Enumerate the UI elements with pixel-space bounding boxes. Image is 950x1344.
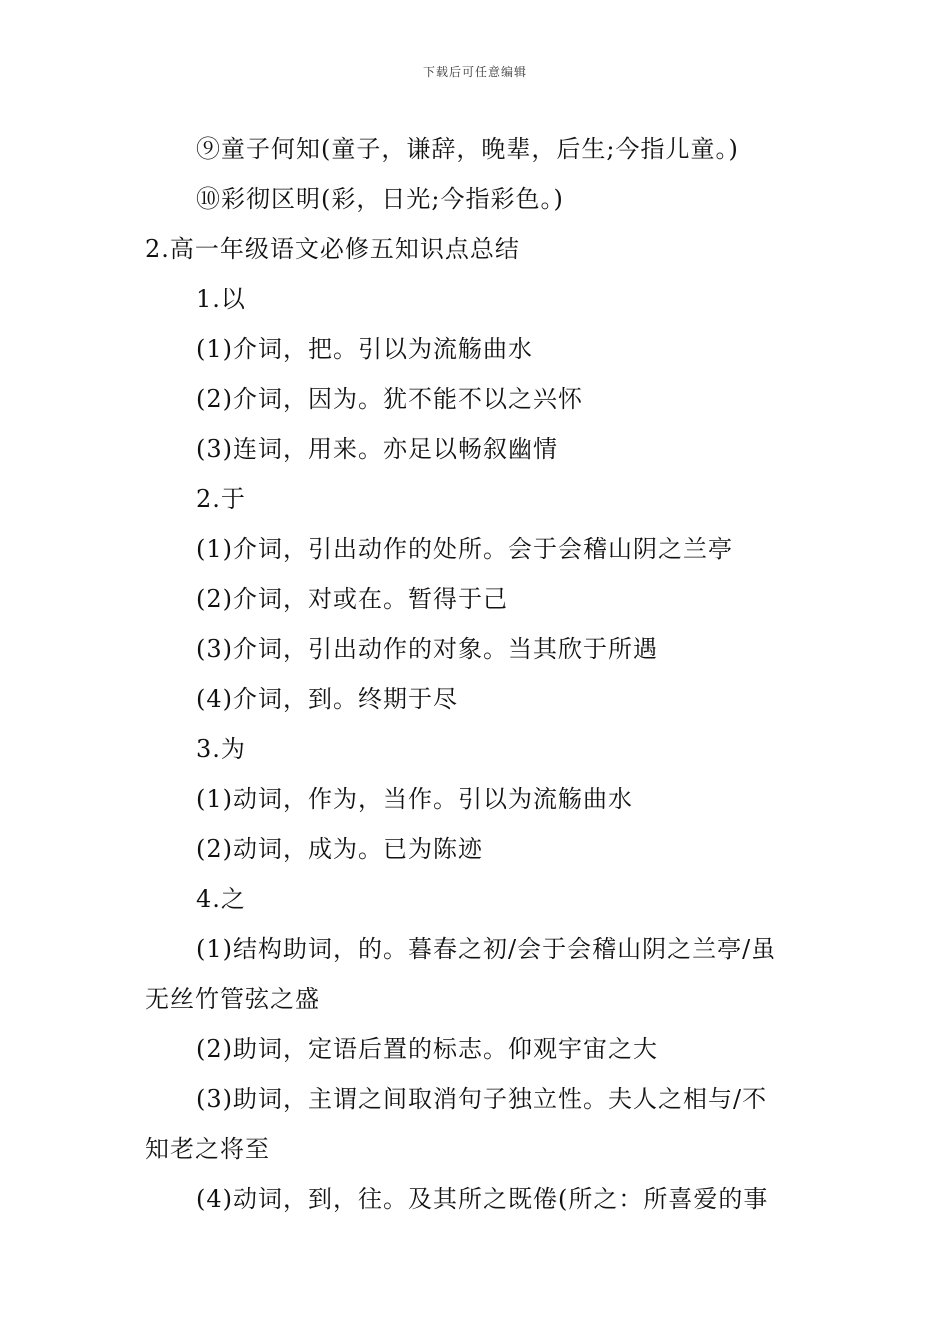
text-line: ⑨童子何知(童子，谦辞，晚辈，后生;今指儿童。) <box>196 135 739 163</box>
subsection-heading: 1.以 <box>196 285 246 313</box>
page-header: 下载后可任意编辑 <box>422 65 527 79</box>
text-line: (2)助词，定语后置的标志。仰观宇宙之大 <box>196 1035 658 1063</box>
text-line: (2)介词，因为。犹不能不以之兴怀 <box>196 385 583 413</box>
text-line: (1)结构助词，的。暮春之初/会于会稽山阴之兰亭/虽 <box>196 935 777 963</box>
document-body <box>145 124 810 1224</box>
text-line: (3)介词，引出动作的对象。当其欣于所遇 <box>196 635 658 663</box>
text-line: (1)介词，把。引以为流觞曲水 <box>196 335 533 363</box>
text-line: (2)介词，对或在。暂得于己 <box>196 585 508 613</box>
text-line-continuation: 知老之将至 <box>145 1135 270 1163</box>
subsection-heading: 3.为 <box>196 735 246 763</box>
text-line: (3)连词，用来。亦足以畅叙幽情 <box>196 435 558 463</box>
subsection-heading: 2.于 <box>196 485 246 513</box>
text-line: (1)动词，作为，当作。引以为流觞曲水 <box>196 785 633 813</box>
subsection-heading: 4.之 <box>196 885 246 913</box>
text-line: (4)动词，到，往。及其所之既倦(所之：所喜爱的事 <box>196 1185 769 1213</box>
text-line-continuation: 无丝竹管弦之盛 <box>145 985 320 1013</box>
text-line: (2)动词，成为。已为陈迹 <box>196 835 483 863</box>
text-line: ⑩彩彻区明(彩，日光;今指彩色。) <box>196 185 564 213</box>
text-line: (4)介词，到。终期于尽 <box>196 685 458 713</box>
text-line: (3)助词，主谓之间取消句子独立性。夫人之相与/不 <box>196 1085 768 1113</box>
text-line: (1)介词，引出动作的处所。会于会稽山阴之兰亭 <box>196 535 733 563</box>
section-heading: 2.高一年级语文必修五知识点总结 <box>145 235 520 263</box>
